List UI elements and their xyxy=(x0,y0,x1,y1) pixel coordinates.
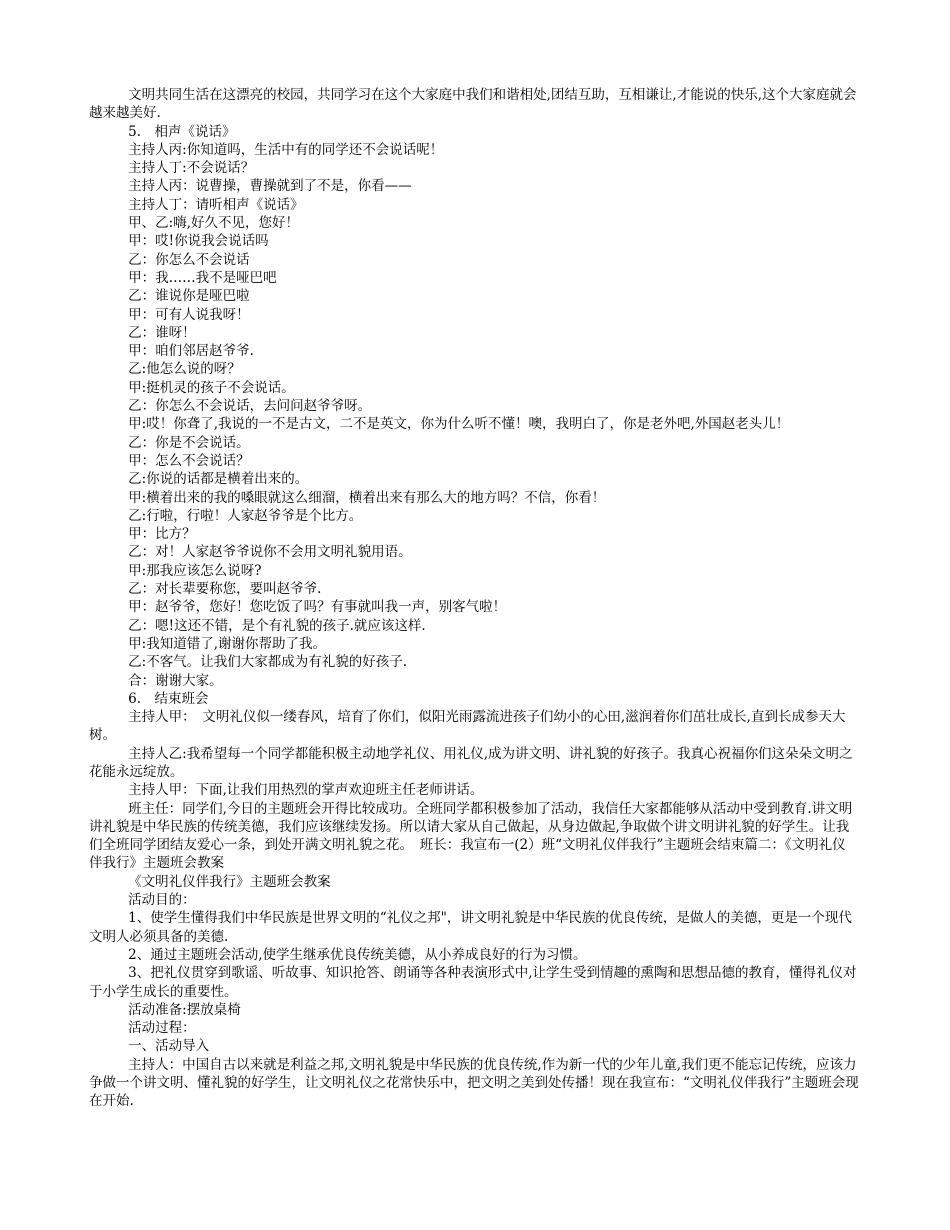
paragraph: 主持人甲：下面,让我们用热烈的掌声欢迎班主任老师讲话。 xyxy=(128,782,484,799)
paragraph: 甲、乙:嗨,好久不见，您好！ xyxy=(128,215,299,232)
paragraph: 乙：你怎么不会说话，去问问赵爷爷呀。 xyxy=(128,398,372,415)
paragraph: 甲：可有人说我呀！ xyxy=(128,306,250,323)
paragraph: 乙：对长辈要称您，要叫赵爷爷. xyxy=(128,581,322,598)
paragraph: 《文明礼仪伴我行》主题班会教案 xyxy=(128,873,331,890)
paragraph: 甲：怎么不会说话？ xyxy=(128,452,250,469)
paragraph: 主持人丙:你知道吗，生活中有的同学还不会说话呢！ xyxy=(128,141,444,158)
paragraph: 活动过程： xyxy=(128,1020,196,1037)
paragraph: 主持人丙：说曹操，曹操就到了不是，你看—— xyxy=(128,178,412,195)
paragraph: 班主任：同学们,今日的主题班会开得比较成功。全班同学都积极参加了活动，我信任大家都能够从活动中受到教育.讲文明讲礼貌是中华民族的传统美德，我们应该继续发扬。所以请大家从自己做起，从身边做起,争取做个讲文明讲礼貌的好学生。让我们全班同学团结友爱心一条，到处开满文明礼貌之花。 班长：我宣布一(2）班“文明礼仪伴我行”主题班会结束篇二：《文明礼仪伴我行》主题班会教案 xyxy=(89,800,853,872)
paragraph: 甲:横着出来的我的嗓眼就这么细溜，横着出来有那么大的地方吗？不信，你看！ xyxy=(128,489,606,506)
paragraph: 一、活动导入 xyxy=(128,1038,210,1055)
paragraph: 1、使学生懂得我们中华民族是世界文明的“礼仪之邦"，讲文明礼貌是中华民族的优良传统，是做人的美德，更是一个现代文明人必须具备的美德. xyxy=(89,910,852,945)
paragraph: 甲：赵爷爷，您好！您吃饭了吗？有事就叫我一声，别客气啦！ xyxy=(128,599,507,616)
paragraph: 合：谢谢大家。 xyxy=(128,672,223,689)
paragraph: 乙：对！人家赵爷爷说你不会用文明礼貌用语。 xyxy=(128,544,412,561)
paragraph: 乙：你是不会说话。 xyxy=(128,434,250,451)
paragraph: 甲：我……我不是哑巴吧 xyxy=(128,269,277,286)
paragraph: 6. 结束班会 xyxy=(128,690,209,707)
paragraph: 乙：你怎么不会说话 xyxy=(128,251,250,268)
paragraph: 活动准备:摆放桌椅 xyxy=(128,1001,241,1018)
paragraph: 主持人：中国自古以来就是利益之邦,文明礼貌是中华民族的优良传统,作为新一代的少年儿童,我们更不能忘记传统，应该力争做一个讲文明、懂礼貌的好学生，让文明礼仪之花常快乐中，把文明之美到处传播！现在我宣布：“文明礼仪伴我行”主题班会现在开始. xyxy=(89,1056,859,1110)
paragraph: 活动目的： xyxy=(128,892,196,909)
paragraph: 5. 相声《说话》 xyxy=(128,123,236,140)
paragraph: 乙:行啦，行啦！人家赵爷爷是个比方。 xyxy=(128,507,363,524)
paragraph: 3、把礼仪贯穿到歌谣、听故事、知识抢答、朗诵等各种表演形式中,让学生受到情趣的熏陶和思想品德的教育，懂得礼仪对于小学生成长的重要性。 xyxy=(89,965,857,1000)
document-body xyxy=(89,86,859,1111)
paragraph: 甲：咱们邻居赵爷爷. xyxy=(128,343,254,360)
paragraph: 甲：哎!你说我会说话吗 xyxy=(128,233,269,250)
paragraph: 主持人丁：请听相声《说话》 xyxy=(128,196,304,213)
paragraph: 甲：比方？ xyxy=(128,526,196,543)
paragraph: 主持人丁:不会说话？ xyxy=(128,160,255,177)
paragraph: 甲:那我应该怎么说呀? xyxy=(128,562,262,579)
paragraph: 乙:你说的话都是横着出来的。 xyxy=(128,471,309,488)
paragraph: 2、通过主题班会活动,使学生继承优良传统美德，从小养成良好的行为习惯。 xyxy=(128,946,587,963)
paragraph: 文明共同生活在这漂亮的校园，共同学习在这个大家庭中我们和谐相处,团结互助，互相谦让,才能说的快乐,这个大家庭就会越来越美好. xyxy=(89,87,857,122)
paragraph: 甲:哎！你聋了,我说的一不是古文，二不是英文，你为什么听不懂！噢，我明白了，你是老外吧,外国赵老头儿！ xyxy=(128,416,790,433)
paragraph: 乙:他怎么说的呀？ xyxy=(128,361,241,378)
paragraph: 甲:挺机灵的孩子不会说话。 xyxy=(128,379,295,396)
paragraph: 主持人甲： 文明礼仪似一缕春风，培育了你们，似阳光雨露流进孩子们幼小的心田,滋润着你们茁壮成长,直到长成参天大树。 xyxy=(89,709,846,744)
paragraph: 乙：谁呀！ xyxy=(128,324,196,341)
paragraph: 甲:我知道错了,谢谢你帮助了我。 xyxy=(128,635,326,652)
paragraph: 乙：嗯!这还不错，是个有礼貌的孩子.就应该这样. xyxy=(128,617,426,634)
paragraph: 乙：谁说你是哑巴啦 xyxy=(128,288,250,305)
paragraph: 主持人乙:我希望每一个同学都能积极主动地学礼仪、用礼仪,成为讲文明、讲礼貌的好孩子。我真心祝福你们这朵朵文明之花能永远绽放。 xyxy=(89,745,853,780)
paragraph: 乙:不客气。让我们大家都成为有礼貌的好孩子. xyxy=(128,654,407,671)
